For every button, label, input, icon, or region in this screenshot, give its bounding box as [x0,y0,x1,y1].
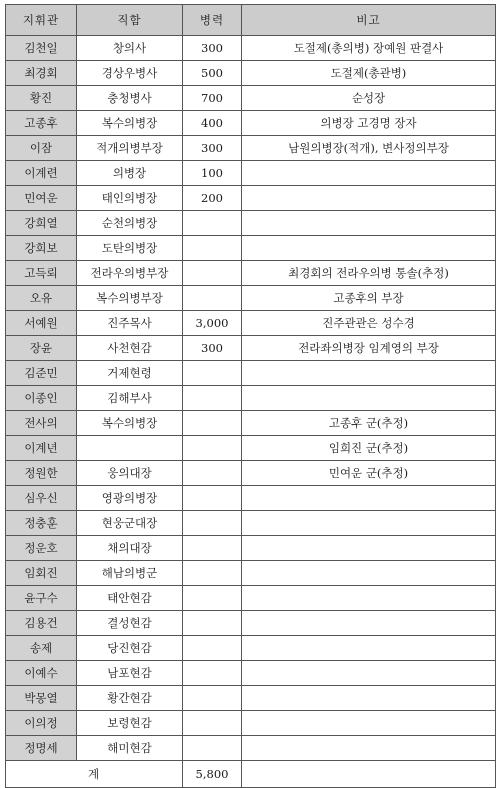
cell-troops [183,711,242,736]
cell-title: 사천현감 [77,336,183,361]
cell-commander: 김준민 [6,361,77,386]
cell-troops [183,661,242,686]
cell-troops: 300 [183,36,242,61]
cell-title: 순천의병장 [77,211,183,236]
cell-troops [183,211,242,236]
cell-note: 의병장 고경명 장자 [242,111,496,136]
cell-troops [183,261,242,286]
table-row [6,461,496,486]
cell-note: 임희진 군(추정) [242,436,496,461]
table-row [6,686,496,711]
cell-title: 결성현감 [77,611,183,636]
cell-troops: 3,000 [183,311,242,336]
cell-note: 남원의병장(적개), 변사정의부장 [242,136,496,161]
cell-commander: 김천일 [6,36,77,61]
table-row [6,586,496,611]
header-troops: 병력 [183,5,242,36]
cell-title: 보령현감 [77,711,183,736]
cell-title: 의병장 [77,161,183,186]
table-row [6,261,496,286]
cell-title: 충청병사 [77,86,183,111]
cell-troops [183,411,242,436]
header-note: 비고 [242,5,496,36]
cell-title: 해미현감 [77,736,183,761]
cell-commander: 이의정 [6,711,77,736]
cell-note [242,686,496,711]
cell-troops: 700 [183,86,242,111]
cell-commander: 정운호 [6,536,77,561]
total-troops: 5,800 [183,761,242,788]
cell-title: 김해부사 [77,386,183,411]
table-row [6,511,496,536]
cell-commander: 심우신 [6,486,77,511]
cell-title: 복수의병부장 [77,286,183,311]
cell-commander: 김용건 [6,611,77,636]
table-row [6,86,496,111]
cell-note [242,561,496,586]
cell-commander: 이잠 [6,136,77,161]
table-row [6,236,496,261]
cell-note: 전라좌의병장 임계영의 부장 [242,336,496,361]
cell-note: 도절제(총의병) 장예원 판결사 [242,36,496,61]
cell-commander: 정원한 [6,461,77,486]
cell-note [242,636,496,661]
table-row [6,111,496,136]
cell-commander: 윤구수 [6,586,77,611]
cell-note [242,736,496,761]
cell-title: 경상우병사 [77,61,183,86]
cell-commander: 강희열 [6,211,77,236]
cell-title: 웅의대장 [77,461,183,486]
cell-note [242,661,496,686]
cell-commander: 오유 [6,286,77,311]
table-row [6,36,496,61]
table-row [6,161,496,186]
header-row [6,5,496,36]
cell-note [242,386,496,411]
total-note [242,761,496,788]
cell-title: 복수의병장 [77,411,183,436]
cell-note: 도절제(총관병) [242,61,496,86]
cell-note [242,211,496,236]
cell-title: 창의사 [77,36,183,61]
cell-troops: 200 [183,186,242,211]
cell-note: 고종후의 부장 [242,286,496,311]
table-row [6,636,496,661]
cell-note [242,536,496,561]
table-row [6,286,496,311]
cell-troops [183,636,242,661]
cell-troops [183,486,242,511]
cell-note: 고종후 군(추정) [242,411,496,436]
cell-note: 순성장 [242,86,496,111]
cell-title: 영광의병장 [77,486,183,511]
cell-commander: 고종후 [6,111,77,136]
cell-title: 태인의병장 [77,186,183,211]
cell-note [242,586,496,611]
cell-note: 민여운 군(추정) [242,461,496,486]
cell-title: 당진현감 [77,636,183,661]
cell-troops [183,236,242,261]
commanders-table [5,4,496,788]
cell-title: 전라우의병부장 [77,261,183,286]
cell-note [242,711,496,736]
header-commander: 지휘관 [6,5,77,36]
table-row [6,486,496,511]
cell-title: 복수의병장 [77,111,183,136]
cell-troops [183,536,242,561]
cell-troops: 100 [183,161,242,186]
table-row [6,411,496,436]
cell-note [242,511,496,536]
table-row [6,61,496,86]
cell-title: 현웅군대장 [77,511,183,536]
cell-title: 거제현령 [77,361,183,386]
cell-note [242,236,496,261]
cell-troops: 300 [183,136,242,161]
cell-commander: 정충훈 [6,511,77,536]
cell-commander: 이계련 [6,161,77,186]
cell-title: 해남의병군 [77,561,183,586]
cell-title: 채의대장 [77,536,183,561]
cell-commander: 장윤 [6,336,77,361]
cell-note [242,186,496,211]
cell-note [242,161,496,186]
cell-troops [183,511,242,536]
cell-troops [183,736,242,761]
table-row [6,561,496,586]
cell-troops [183,361,242,386]
cell-commander: 이계년 [6,436,77,461]
table-row [6,136,496,161]
header-title: 직함 [77,5,183,36]
cell-troops [183,686,242,711]
cell-title: 남포현감 [77,661,183,686]
table-row [6,311,496,336]
table-row [6,361,496,386]
table-row [6,736,496,761]
cell-note: 최경회의 전라우의병 통솔(추정) [242,261,496,286]
cell-note: 진주관관은 성수경 [242,311,496,336]
cell-troops: 500 [183,61,242,86]
cell-troops [183,461,242,486]
table-row [6,211,496,236]
cell-note [242,361,496,386]
table-row [6,536,496,561]
cell-commander: 서예원 [6,311,77,336]
cell-commander: 고득뢰 [6,261,77,286]
table-row [6,711,496,736]
cell-troops [183,586,242,611]
cell-commander: 정명세 [6,736,77,761]
cell-troops [183,611,242,636]
table-row [6,661,496,686]
cell-troops: 300 [183,336,242,361]
cell-commander: 최경회 [6,61,77,86]
cell-title: 진주목사 [77,311,183,336]
cell-title [77,436,183,461]
cell-title: 황간현감 [77,686,183,711]
cell-commander: 민여운 [6,186,77,211]
cell-troops [183,561,242,586]
cell-commander: 전사의 [6,411,77,436]
cell-commander: 송제 [6,636,77,661]
cell-commander: 박몽열 [6,686,77,711]
table-row [6,186,496,211]
cell-commander: 이예수 [6,661,77,686]
cell-title: 적개의병부장 [77,136,183,161]
cell-troops: 400 [183,111,242,136]
cell-commander: 임회진 [6,561,77,586]
cell-note [242,486,496,511]
cell-note [242,611,496,636]
cell-title: 도탄의병장 [77,236,183,261]
table-row [6,336,496,361]
table-row [6,436,496,461]
cell-troops [183,386,242,411]
cell-title: 태안현감 [77,586,183,611]
cell-troops [183,436,242,461]
table-row [6,386,496,411]
cell-troops [183,286,242,311]
cell-commander: 황진 [6,86,77,111]
total-label: 계 [6,761,183,788]
table-row [6,611,496,636]
cell-commander: 강희보 [6,236,77,261]
total-row [6,761,496,788]
cell-commander: 이종인 [6,386,77,411]
